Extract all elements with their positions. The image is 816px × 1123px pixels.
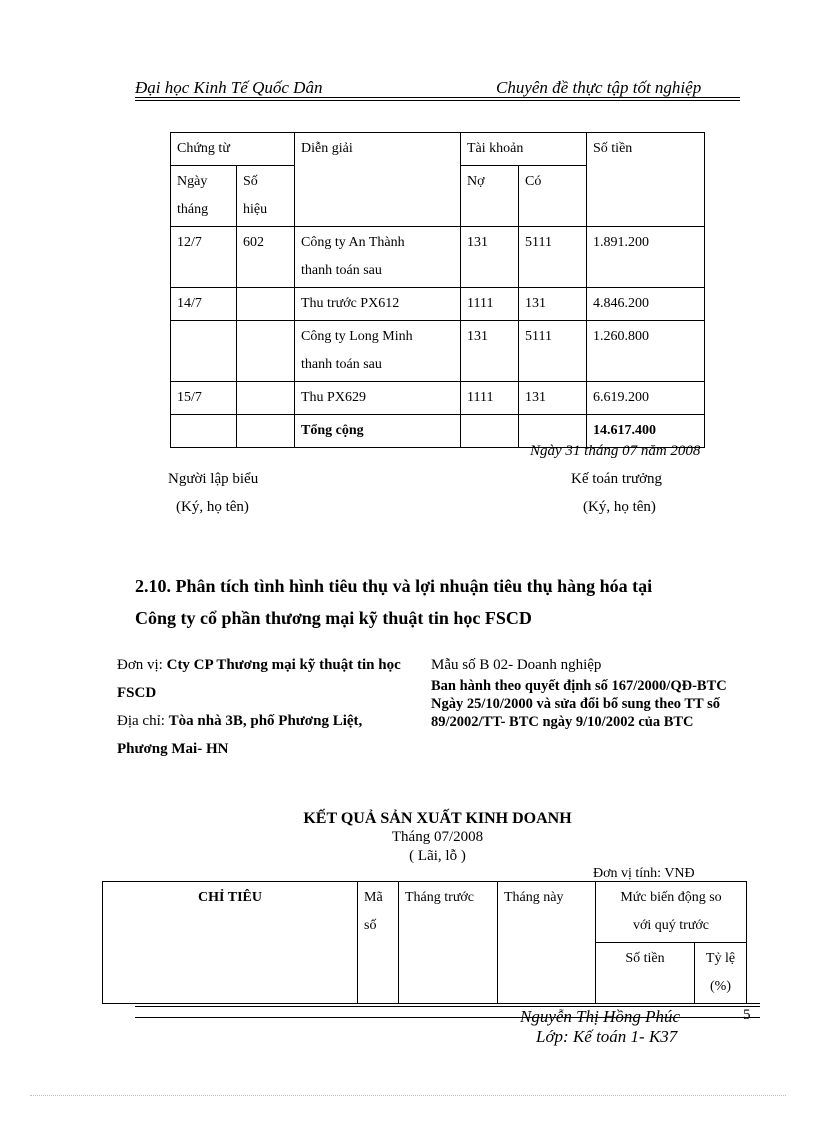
accountant-title: Kế toán trưởng <box>571 471 663 487</box>
col-no: Nợ <box>461 166 519 227</box>
col-muc-bien-dong: Mức biến động so với quý trước <box>596 882 747 943</box>
table-row: 12/7 602 Công ty An Thành thanh toán sau 131 5111 1.891.200 <box>171 227 705 288</box>
col-so: Số hiệu <box>237 166 295 227</box>
col-ma-so: Mã số <box>358 882 399 1004</box>
col-thang-nay: Tháng này <box>498 882 596 1004</box>
unit-line: Đơn vị: Cty CP Thương mại kỹ thuật tin học <box>117 657 401 673</box>
col-chitieu: CHỈ TIÊU <box>103 882 358 1004</box>
report-title: KẾT QUẢ SẢN XUẤT KINH DOANH <box>303 810 572 827</box>
header-rule-2 <box>135 100 740 101</box>
table-row: 14/7 Thu trước PX612 1111 131 4.846.200 <box>171 288 705 321</box>
preparer-sub: (Ký, họ tên) <box>176 499 249 515</box>
total-value: 14.617.400 <box>587 415 705 448</box>
col-co: Có <box>519 166 587 227</box>
section-heading-line2: Công ty cổ phần thương mại kỹ thuật tin học FSCD <box>135 608 532 628</box>
accountant-sub: (Ký, họ tên) <box>583 499 656 515</box>
header-left: Đại học Kinh Tế Quốc Dân <box>135 78 323 97</box>
report-unit: Đơn vị tính: VNĐ <box>593 866 695 881</box>
decree-line-3: 89/2002/TT- BTC ngày 9/10/2002 của BTC <box>431 714 694 730</box>
col-ngay: Ngày tháng <box>171 166 237 227</box>
address-line-2: Phương Mai- HN <box>117 741 229 757</box>
col-chungtu: Chứng từ <box>171 133 295 166</box>
decree-line-1: Ban hành theo quyết định số 167/2000/QĐ-BTC <box>431 678 727 694</box>
header-rule <box>135 97 740 98</box>
table-row: Công ty Long Minh thanh toán sau 131 5111 1.260.800 <box>171 321 705 382</box>
section-heading-line1: 2.10. Phân tích tình hình tiêu thụ và lợi nhuận tiêu thụ hàng hóa tại <box>135 576 653 596</box>
col-sotien: Số tiền <box>587 133 705 227</box>
page-edge <box>30 1095 786 1096</box>
address-line: Địa chỉ: Tòa nhà 3B, phố Phương Liệt, <box>117 713 363 729</box>
ledger-table <box>170 132 705 448</box>
total-label: Tổng cộng <box>295 415 461 448</box>
col-ty-le: Tỷ lệ (%) <box>695 943 747 1004</box>
col-thang-truoc: Tháng trước <box>399 882 498 1004</box>
unit-line-2: FSCD <box>117 685 157 701</box>
preparer-title: Người lập biểu <box>168 471 259 487</box>
table-row: 15/7 Thu PX629 1111 131 6.619.200 <box>171 382 705 415</box>
form-number: Mẫu số B 02- Doanh nghiệp <box>431 657 602 673</box>
report-table <box>102 881 747 1004</box>
footer-class: Lớp: Kế toán 1- K37 <box>536 1027 678 1046</box>
footer-rule <box>135 1003 760 1004</box>
report-month: Tháng 07/2008 <box>391 829 484 845</box>
footer-name: Nguyễn Thị Hồng Phúc <box>520 1007 681 1026</box>
col-diengiai: Diễn giải <box>295 133 461 227</box>
header-right: Chuyên đề thực tập tốt nghiệp <box>496 78 702 97</box>
report-sub: ( Lãi, lỗ ) <box>409 848 466 864</box>
decree-line-2: Ngày 25/10/2000 và sửa đổi bổ sung theo TT số <box>431 696 720 712</box>
col-so-tien: Số tiền <box>596 943 695 1004</box>
page-number: 5 <box>743 1007 751 1023</box>
sign-date: Ngày 31 tháng 07 năm 2008 <box>530 443 701 459</box>
col-taikhoan: Tài khoản <box>461 133 587 166</box>
